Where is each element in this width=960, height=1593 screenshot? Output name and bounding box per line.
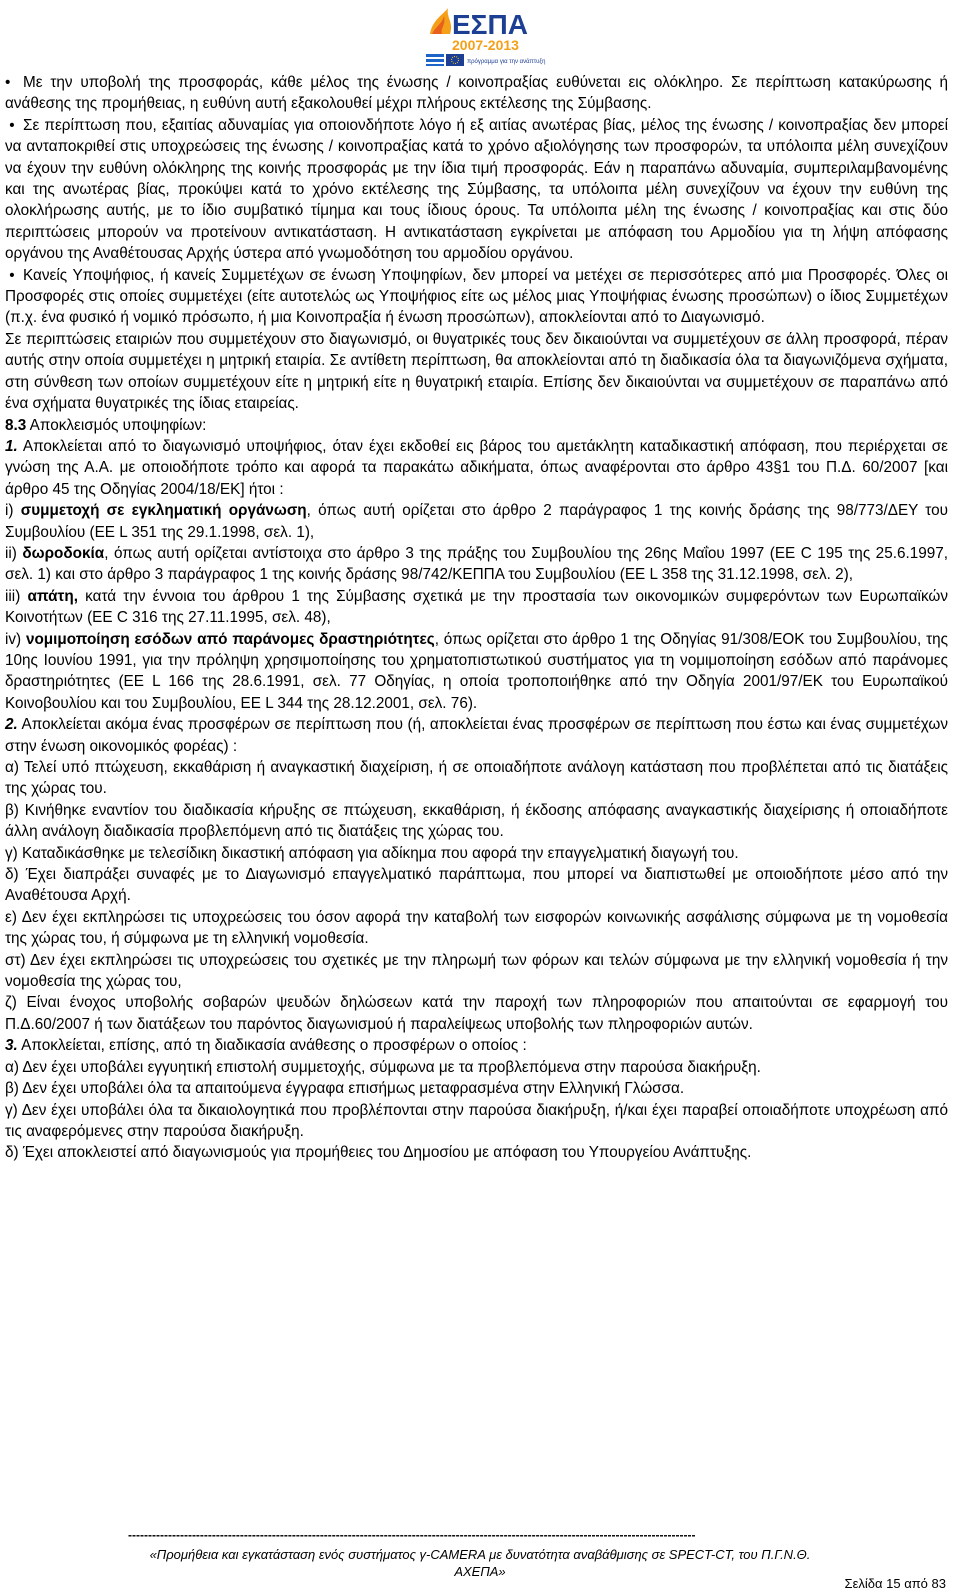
item-1 [5,436,948,500]
item-number: 1. [5,437,18,455]
logo-text: ΕΣΠΑ [452,9,528,40]
paragraph-text: Σε περίπτωση που, εξαιτίας αδυναμίας για οποιονδήποτε λόγο ή εξ αιτίας ανωτέρας βίας, μέλος της ένωσης / κοινοπραξίας δεν μπορεί να ανταποκριθεί στις υποχρεώσεις της ένωσης / κοινοπραξίας κατά το χρόνο αξιολόγησης των προσφορών, τα υπόλοιπα μέλη συνεχίζουν να έχουν την ευθύνη ολόκληρης της κοινής προσφοράς με την ίδια τιμή προσφοράς. Εάν η παραπάνω αδυναμία, συμπεριλαμβανομένης και της ανωτέρας βίας, προκύψει κατά το χρόνο εκτέλεσης της Σύμβασης, τα υπόλοιπα μέλη συνεχίζουν να έχουν την ευθύνη της ολοκλήρωσης αυτής, με το ίδιο συμβατικό τίμημα και τους ίδιους όρους. Τα υπόλοιπα μέλη της ένωσης / κοινοπραξίας και στις δύο περιπτώσεις μπορούν να προτείνουν αντικατάσταση. Η αντικατάσταση εγκρίνεται με απόφαση του Αρμοδίου για τη λήψη απόφασης οργάνου της Αναθέτουσας Αρχής ύστερα από γνωμοδότηση του αρμοδίου οργάνου. [5,116,948,263]
item-2-z: ζ) Είναι ένοχος υποβολής σοβαρών ψευδών δηλώσεων κατά την παροχή των πληροφοριών που απαιτούνται σε εφαρμογή του Π.Δ.60/2007 ή των διατάξεων του παρόντος διαγωνισμού ή παραλείψεως υποβολής των πληροφοριών αυτών. [5,994,948,1033]
item-2-g: γ) Καταδικάσθηκε με τελεσίδικη δικαστική απόφαση για αδίκημα που αφορά την επαγγελματική διαγωγή του. [5,844,739,862]
item-number: 2. [5,716,18,734]
item-label: iii) [5,587,28,605]
paragraph-text: Με την υποβολή της προσφοράς, κάθε μέλος της ένωσης / κοινοπραξίας ευθύνεται εις ολόκληρο. Σε περίπτωση κατακύρωσης ή ανάθεσης της προμήθειας, η ευθύνη αυτή εξακολουθεί μέχρι πλήρους εκτέλεσης της Σύμβασης. [5,74,948,113]
item-2-e: ε) Δεν έχει εκπληρώσει τις υποχρεώσεις του όσον αφορά την καταβολή των εισφορών κοινωνικής ασφάλισης σύμφωνα με τη νομοθεσία της χώρας του, ή σύμφωνα με τη ελληνική νομοθεσία. [5,908,948,948]
item-number: 3. [5,1037,18,1055]
item-3-b: β) Δεν έχει υποβάλει όλα τα απαιτούμενα έγγραφα επισήμως μεταφρασμένα στην Ελληνική Γλώσσα. [5,1080,685,1098]
logo-tagline: πρόγραμμα για την ανάπτυξη [467,59,546,65]
footer-divider: ---------------------------------------------------------------------------------------------------------------------------------------------- [128,1528,696,1542]
paragraph-4: Σε περιπτώσεις εταιριών που συμμετέχουν στο διαγωνισμό, οι θυγατρικές τους δεν δικαιούνται να συμμετέχουν σε άλλη προσφορά, πέραν αυτής στην οποία συμμετέχει η μητρική εταιρία. Σε αντίθετη περίπτωση, θα αποκλείονται από τη διαδικασία όλα τα διαγωνιζόμενα σχήματα, στη σύνθεση των οποίων συμμετέχουν είτε η μητρική είτε η θυγατρική εταιρία. Επίσης δεν δικαιούνται να συμμετέχουν σε παραπάνω από ένα σχήματα θυγατρικές της ίδιας εταιρείας. [5,330,948,413]
item-1-iii [5,586,948,629]
item-text: Αποκλείεται, επίσης, από τη διαδικασία ανάθεσης ο προσφέρων ο οποίος : [17,1037,527,1055]
item-2 [5,714,948,757]
item-3-g: γ) Δεν έχει υποβάλει όλα τα δικαιολογητικά που προβλέπονται στην παρούσα διακήρυξη, ή/και έχει παραβεί οποιαδήποτε υποχρέωση από τις αναφερόμενες στην παρούσα διακήρυξη. [5,1101,948,1140]
item-bold: νομιμοποίηση εσόδων από παράνομες δραστηριότητες [25,630,435,648]
espa-logo [424,4,546,68]
item-text: , όπως αυτή ορίζεται αντίστοιχα στο άρθρο 3 της πράξης του Συμβουλίου της 26ης Μαΐου 1997 (ΕΕ C 195 της 25.6.1997, σελ. 1) και στο άρθρο 3 παράγραφος 1 της κοινής δράσης 98/742/ΚΕΠΠΑ του Συμβουλίου (ΕΕ L 358 της 31.12.1998, σελ. 2), [5,544,948,584]
eu-flag-icon [446,54,464,66]
bullet-paragraph-3 [5,265,948,329]
footer-title [10,1546,950,1580]
bullet-paragraph-1 [5,72,948,115]
bullet-icon: • [5,74,11,91]
item-1-i [5,500,948,543]
flame-icon [430,8,451,34]
item-1-ii [5,543,948,586]
section-title: Αποκλεισμός υποψηφίων: [26,416,207,434]
item-2-d: δ) Έχει διαπράξει συναφές με το Διαγωνισμό επαγγελματικό παράπτωμα, που μπορεί να διαπιστωθεί με οποιοδήποτε μέσο από την Αναθέτουσα Αρχή. [5,866,948,905]
item-label: iv) [5,630,26,648]
item-label: i) [5,502,21,520]
item-3 [5,1035,948,1056]
footer-title-line-2: ΑΧΕΠΑ» [454,1564,506,1579]
page-number: Σελίδα 15 από 83 [844,1576,946,1591]
item-1-iv [5,629,948,715]
footer-title-line-1: «Προμήθεια και εγκατάσταση ενός συστήματος γ-CAMERA με δυνατότητα αναβάθμισης σε SPECT-CT, του Π.Γ.Ν.Θ. [149,1547,811,1562]
item-3-a: α) Δεν έχει υποβάλει εγγυητική επιστολή συμμετοχής, σύμφωνα με τα προβλεπόμενα στην παρούσα διακήρυξη. [5,1058,761,1076]
item-3-d: δ) Έχει αποκλειστεί από διαγωνισμούς για προμήθειες του Δημοσίου με απόφαση του Υπουργείου Ανάπτυξης. [5,1144,752,1162]
section-heading-8-3 [5,415,948,436]
item-bold: δωροδοκία [22,544,105,562]
item-label: ii) [5,544,23,562]
item-text: κατά την έννοια του άρθρου 1 της Σύμβασης σχετικά με την προστασία των οικονομικών συμφερόντων των Ευρωπαϊκών Κοινοτήτων (ΕΕ C 316 της 27.11.1995, σελ. 48), [5,587,948,627]
bullet-icon: • [5,266,15,284]
logo-years: 2007-2013 [452,37,519,53]
item-text: , όπως ορίζεται στο άρθρο 1 της Οδηγίας 91/308/ΕΟΚ του Συμβουλίου, της 10ης Ιουνίου 1991, για την πρόληψη χρησιμοποίησης του χρηματοπιστωτικού συστήματος για τη νομιμοποίηση εσόδων από παράνομες δραστηριότητες (ΕΕ L 166 της 28.6.1991, σελ. 77 Οδηγίας, η οποία τροποποιήθηκε από την Οδηγία 2001/97/ΕΚ του Ευρωπαϊκού Κοινοβουλίου και του Συμβουλίου, ΕΕ L 344 της 28.12.2001, σελ. 76). [5,630,948,712]
item-bold: συμμετοχή σε εγκληματική οργάνωση [20,502,307,520]
item-text: Αποκλείεται ακόμα ένας προσφέρων σε περίπτωση που (ή, αποκλείεται ένας προσφέρων σε περίπτωση που έστω και ένας συμμετέχων στην ένωση οικονομικός φορέας) : [5,716,948,755]
item-2-a: α) Τελεί υπό πτώχευση, εκκαθάριση ή αναγκαστική διαχείριση, ή σε οποιαδήποτε ανάλογη κατάσταση που προβλέπεται από τις διατάξεις της χώρας του. [5,759,948,798]
item-2-st: στ) Δεν έχει εκπληρώσει τις υποχρεώσεις του σχετικές με την πληρωμή των φόρων και τελών σύμφωνα με την ελληνική νομοθεσία ή την νομοθεσία της χώρας του, [5,951,948,991]
bullet-paragraph-2 [5,115,948,265]
document-body [5,72,948,1164]
bullet-icon: • [5,116,15,134]
item-text: , όπως αυτή ορίζεται στο άρθρο 2 παράγραφος 1 της κοινής δράσης της 98/773/ΔΕΥ του Συμβουλίου (ΕΕ L 351 της 29.1.1998, σελ. 1), [5,502,949,541]
item-text: Αποκλείεται από το διαγωνισμό υποψήφιος, όταν έχει εκδοθεί εις βάρος του αμετάκλητη καταδικαστική απόφαση, που περιέρχεται σε γνώση της Α.Α. με οποιοδήποτε τρόπο και αφορά τα παρακάτω αδικήματα, όπως αναφέρονται στο άρθρο 43§1 του Π.Δ. 60/2007 [και άρθρο 45 της Οδηγίας 2004/18/ΕΚ] ήτοι : [5,437,948,498]
greek-flag-icon [426,54,444,66]
section-number: 8.3 [5,416,27,434]
item-bold: απάτη, [27,587,78,605]
item-2-b: β) Κινήθηκε εναντίον του διαδικασία κήρυξης σε πτώχευση, εκκαθάριση, ή έκδοσης απόφασης αναγκαστικής διαχείρισης ή οποιαδήποτε άλλη ανάλογη διαδικασία προβλεπόμενη από τις διατάξεις της χώρας του. [5,801,948,841]
paragraph-text: Κανείς Υποψήφιος, ή κανείς Συμμετέχων σε ένωση Υποψηφίων, δεν μπορεί να μετέχει σε περισσότερες από μια Προσφορές. Όλες οι Προσφορές στις οποίες συμμετέχει (είτε αυτοτελώς ως Υποψήφιος είτε ως μέλος μιας Υποψήφιας ένωσης προσώπων) ο ίδιος Συμμετέχων (π.χ. ένα φυσικό ή νομικό πρόσωπο, ή μια Κοινοπραξία ή ένωση προσώπων), αποκλείονται από το Διαγωνισμό. [5,266,948,327]
